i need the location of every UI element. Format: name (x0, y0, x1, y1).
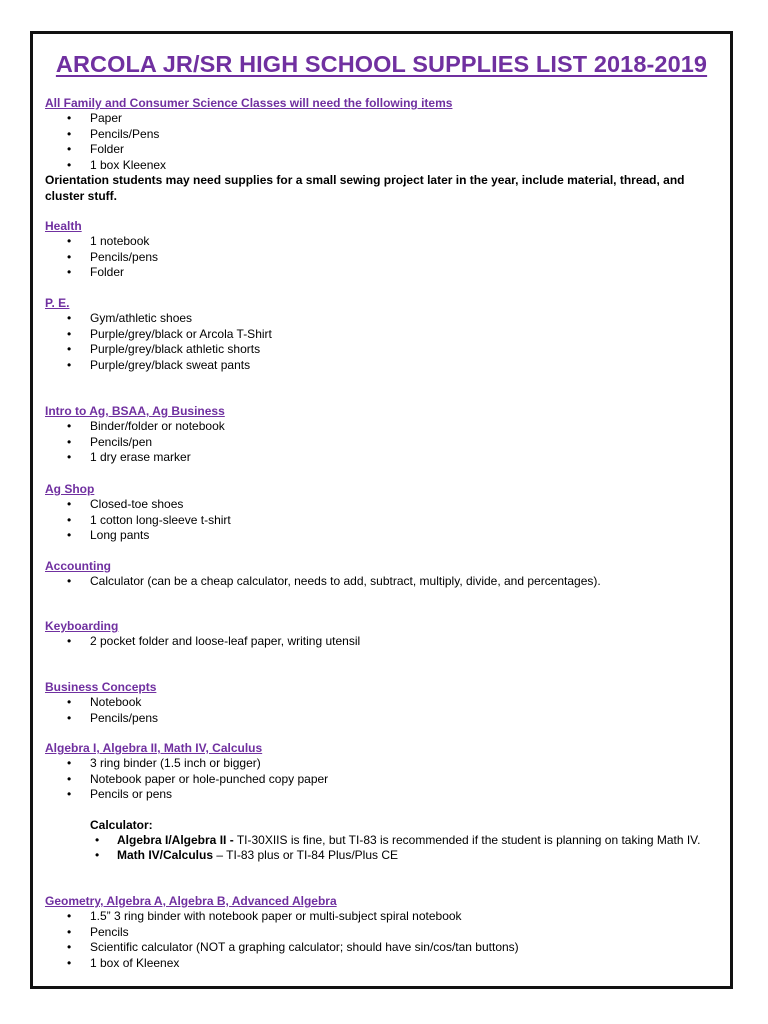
section-geometry-algebra (45, 894, 722, 971)
section-ag-shop (45, 482, 722, 544)
section-heading: Health (45, 219, 82, 233)
list-item: • 1 box Kleenex (45, 158, 722, 174)
list-item: • Purple/grey/black or Arcola T-Shirt (45, 327, 722, 343)
list-item: • 1.5” 3 ring binder with notebook paper or multi-subject spiral notebook (45, 909, 722, 925)
list-item: • Gym/athletic shoes (45, 311, 722, 327)
section-health (45, 219, 722, 281)
list-item: • Pencils (45, 925, 722, 941)
section-algebra-calculus (45, 741, 722, 864)
list-item: • Pencils or pens (45, 787, 722, 803)
calculator-requirement: – TI-83 plus or TI-84 Plus/Plus CE (213, 848, 398, 862)
supply-list (45, 497, 722, 544)
calculator-item (45, 833, 722, 849)
supply-list (45, 111, 722, 173)
supply-list (45, 909, 722, 971)
list-item: • Notebook paper or hole-punched copy paper (45, 772, 722, 788)
list-item: • Pencils/pens (45, 250, 722, 266)
section-heading: Business Concepts (45, 680, 157, 694)
list-item: • Pencils/pens (45, 711, 722, 727)
section-heading: Algebra I, Algebra II, Math IV, Calculus (45, 741, 263, 755)
calculator-course-label: Math IV/Calculus (117, 848, 214, 862)
section-business-concepts (45, 680, 722, 726)
supply-list (45, 419, 722, 466)
supply-list (45, 634, 722, 650)
calculator-requirement: TI-30XIIS is fine, but TI-83 is recommended if the student is planning on taking Math IV. (233, 832, 701, 847)
calculator-course-label: Algebra I/Algebra II - (117, 832, 234, 847)
section-heading: Geometry, Algebra A, Algebra B, Advanced Algebra (45, 894, 337, 908)
list-item: • Notebook (45, 695, 722, 711)
list-item: • 1 notebook (45, 234, 722, 250)
section-heading: Ag Shop (45, 482, 95, 496)
supply-list (45, 756, 722, 803)
list-item: • Binder/folder or notebook (45, 419, 722, 435)
list-item: • Paper (45, 111, 722, 127)
list-item: • Long pants (45, 528, 722, 544)
supply-list (45, 311, 722, 373)
section-family-consumer-science (45, 96, 722, 204)
supply-list (45, 574, 722, 590)
calculator-heading: Calculator: (90, 817, 153, 832)
section-heading: All Family and Consumer Science Classes will need the following items (45, 96, 453, 110)
section-heading: Intro to Ag, BSAA, Ag Business (45, 404, 225, 418)
supply-list (45, 695, 722, 726)
list-item: • Purple/grey/black sweat pants (45, 358, 722, 374)
list-item: • 1 cotton long-sleeve t-shirt (45, 513, 722, 529)
document-title: ARCOLA JR/SR HIGH SCHOOL SUPPLIES LIST 2018-2019 (55, 51, 708, 77)
calculator-item (45, 848, 722, 864)
list-item: • Purple/grey/black athletic shorts (45, 342, 722, 358)
supply-list (45, 234, 722, 281)
section-accounting (45, 559, 722, 590)
supplies-document (30, 31, 733, 989)
list-item: • 1 dry erase marker (45, 450, 722, 466)
list-item: • Closed-toe shoes (45, 497, 722, 513)
list-item: • 3 ring binder (1.5 inch or bigger) (45, 756, 722, 772)
list-item: • Folder (45, 142, 722, 158)
section-heading: Accounting (45, 559, 111, 573)
orientation-note: Orientation students may need supplies for a small sewing project later in the year, include material, thread, and cluster stuff. (45, 173, 685, 203)
section-intro-to-ag (45, 404, 722, 466)
list-item: • 1 box of Kleenex (45, 956, 722, 972)
calculator-list (45, 833, 722, 864)
section-heading: P. E. (45, 296, 70, 310)
list-item: • Pencils/pen (45, 435, 722, 451)
list-item: • Pencils/Pens (45, 127, 722, 143)
section-keyboarding (45, 619, 722, 650)
section-heading: Keyboarding (45, 619, 119, 633)
list-item: • 2 pocket folder and loose-leaf paper, writing utensil (45, 634, 722, 650)
list-item: • Folder (45, 265, 722, 281)
section-pe (45, 296, 722, 373)
list-item: • Calculator (can be a cheap calculator, needs to add, subtract, multiply, divide, and percentages). (45, 574, 722, 590)
list-item: • Scientific calculator (NOT a graphing calculator; should have sin/cos/tan buttons) (45, 940, 722, 956)
